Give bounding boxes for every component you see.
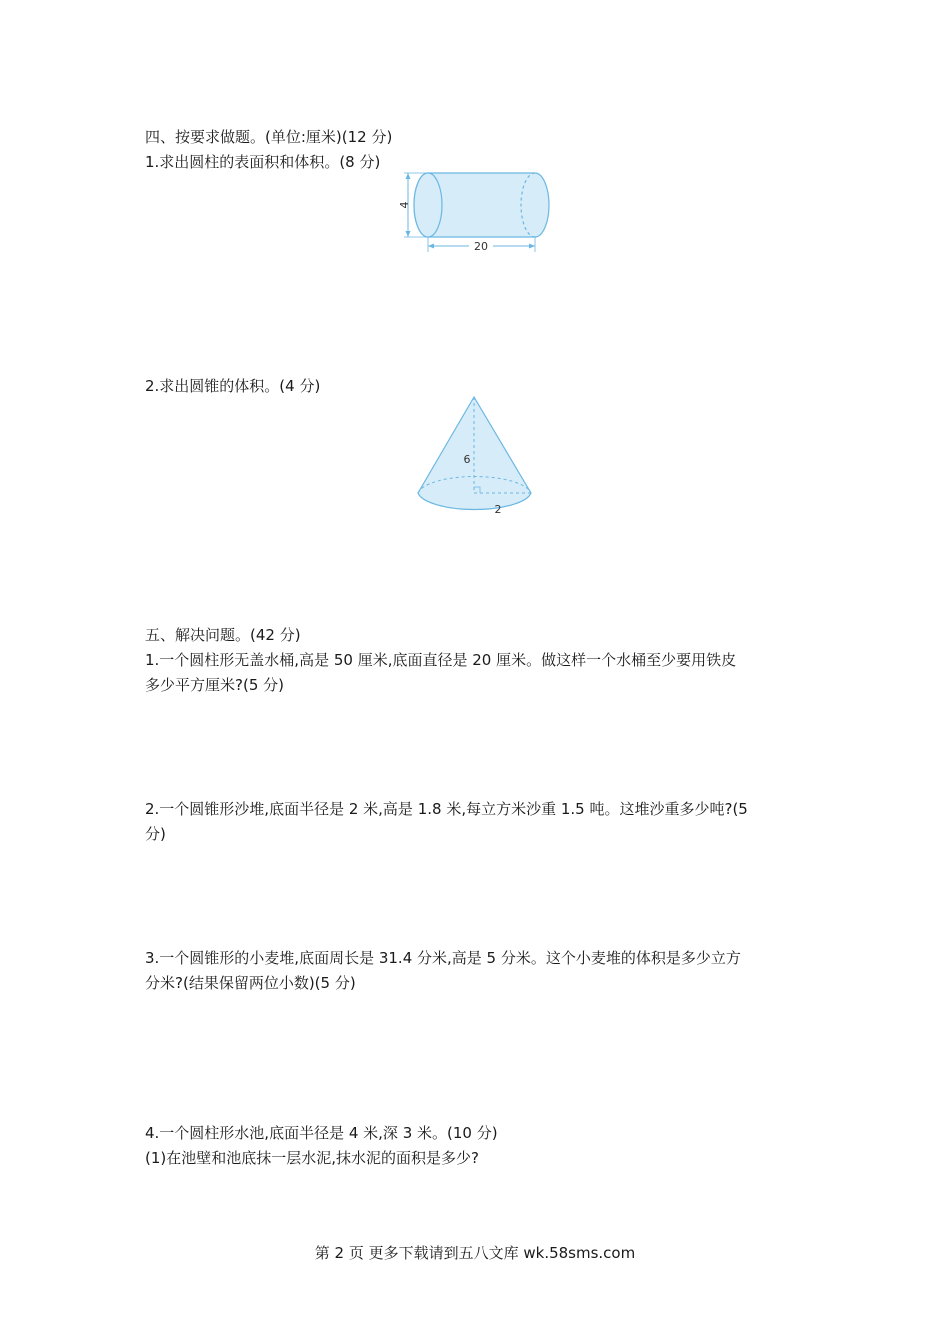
section4-heading: 四、按要求做题。(单位:厘米)(12 分) <box>145 128 393 146</box>
section5-heading: 五、解决问题。(42 分) <box>145 626 301 644</box>
cylinder-figure <box>395 168 560 256</box>
cylinder-length-label: 20 <box>474 240 488 253</box>
question-2-cone: 2.求出圆锥的体积。(4 分) <box>145 377 321 395</box>
problem-3-line-1: 3.一个圆锥形的小麦堆,底面周长是 31.4 分米,高是 5 分米。这个小麦堆的体积是多少立方 <box>145 949 741 967</box>
problem-2-line-2: 分) <box>145 825 166 843</box>
problem-2-line-1: 2.一个圆锥形沙堆,底面半径是 2 米,高是 1.8 米,每立方米沙重 1.5 吨。这堆沙重多少吨?(5 <box>145 800 748 818</box>
cone-radius-label: 2 <box>494 503 502 516</box>
cone-height-label: 6 <box>463 453 471 466</box>
cone-figure <box>414 393 538 523</box>
question-1-cylinder: 1.求出圆柱的表面积和体积。(8 分) <box>145 153 381 171</box>
page-footer: 第 2 页 更多下载请到五八文库 wk.58sms.com <box>314 1244 636 1262</box>
problem-1-line-2: 多少平方厘米?(5 分) <box>145 676 284 694</box>
problem-4-line-2: (1)在池壁和池底抹一层水泥,抹水泥的面积是多少? <box>145 1149 479 1167</box>
problem-1-line-1: 1.一个圆柱形无盖水桶,高是 50 厘米,底面直径是 20 厘米。做这样一个水桶至少要用铁皮 <box>145 651 737 669</box>
problem-4-line-1: 4.一个圆柱形水池,底面半径是 4 米,深 3 米。(10 分) <box>145 1124 498 1142</box>
cylinder-height-label: 4 <box>398 201 411 209</box>
problem-3-line-2: 分米?(结果保留两位小数)(5 分) <box>145 974 356 992</box>
